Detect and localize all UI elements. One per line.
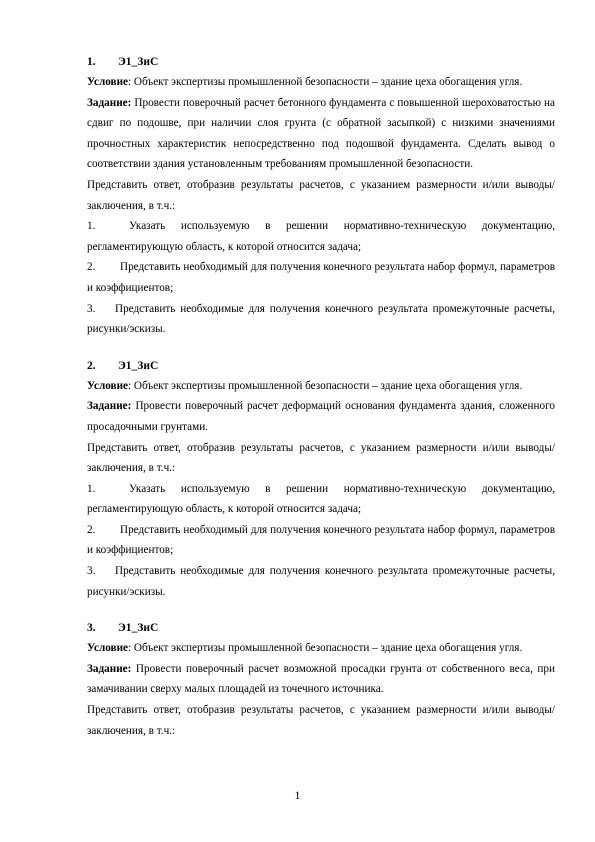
list-item-text: Представить необходимый для получения конечного результата набор формул, параметров и коэффициентов;: [87, 523, 555, 557]
document-page: [87, 52, 555, 757]
condition-text: : Объект экспертизы промышленной безопасности – здание цеха обогащения угля.: [128, 379, 523, 392]
present-paragraph: Представить ответ, отобразив результаты расчетов, с указанием размерности и/или выводы/заключения, в т.ч.:: [87, 178, 555, 212]
list-item-text: Представить необходимые для получения конечного результата промежуточные расчеты, рисунки/эскизы.: [87, 565, 555, 598]
task-paragraph: [87, 396, 555, 437]
task-code: Э1_ЗиС: [118, 622, 159, 635]
task-number: 1.: [87, 56, 96, 68]
task-paragraph: [87, 93, 555, 175]
list-item: [87, 216, 555, 257]
list-item: [87, 520, 555, 561]
list-item: [87, 257, 555, 298]
task-text: Провести поверочный расчет бетонного фундамента с повышенной шероховатостью на сдвиг по подошве, при наличии слоя грунта (с обратной засыпкой) с низкими значениями прочностных характеристик непосредственно под подошвой фундамента. Сделать вывод о соответствии здания установленным требованиям промышленной безопасности.: [87, 96, 555, 171]
list-item-text: Указать используемую в решении нормативно-техническую документацию, регламентирующую область, к которой относится задача;: [87, 482, 555, 516]
list-item: [87, 299, 555, 340]
task-paragraph: [87, 659, 555, 700]
task-text: Провести поверочный расчет возможной просадки грунта от собственного веса, при замачивании сверху малых площадей из точечного источника.: [87, 662, 555, 696]
list-item-number: 2.: [87, 261, 96, 274]
condition-paragraph: [87, 72, 555, 93]
condition-label: Условие: [87, 379, 129, 392]
list-item: [87, 479, 555, 520]
list-item-number: 2.: [87, 523, 96, 536]
task-label: Задание:: [87, 400, 132, 413]
present-paragraph: Представить ответ, отобразив результаты расчетов, с указанием размерности и/или выводы/заключения, в т.ч.:: [87, 441, 555, 475]
condition-paragraph: [87, 376, 555, 397]
task-number: 2.: [87, 359, 96, 372]
list-item-number: 3.: [87, 302, 96, 315]
list-item-text: Представить необходимые для получения конечного результата промежуточные расчеты, рисунки/эскизы.: [87, 302, 555, 336]
condition-label: Условие: [87, 76, 129, 88]
task-code: Э1_ЗиС: [118, 359, 159, 372]
condition-label: Условие: [87, 642, 129, 655]
list-item: [87, 561, 555, 602]
task-code: Э1_ЗиС: [118, 56, 159, 68]
present-paragraph: Представить ответ, отобразив результаты расчетов, с указанием размерности и/или выводы/заключения, в т.ч.:: [87, 704, 555, 737]
task-heading: [87, 618, 555, 638]
task-label: Задание:: [87, 96, 132, 109]
task-heading: [87, 52, 555, 72]
page-number: 1: [294, 790, 301, 802]
task-heading: [87, 356, 555, 376]
list-item-text: Представить необходимый для получения конечного результата набор формул, параметров и коэффициентов;: [87, 261, 555, 294]
list-item-text: Указать используемую в решении нормативно-техническую документацию, регламентирующую область, к которой относится задача;: [87, 220, 555, 253]
list-item-number: 1.: [87, 220, 96, 233]
condition-text: : Объект экспертизы промышленной безопасности – здание цеха обогащения угля.: [128, 76, 523, 88]
task-2: [87, 356, 555, 603]
list-item-number: 1.: [87, 482, 96, 495]
task-number: 3.: [87, 622, 96, 635]
task-3: [87, 618, 555, 741]
task-label: Задание:: [87, 662, 132, 675]
task-text: Провести поверочный расчет деформаций основания фундамента здания, сложенного просадочными грунтами.: [87, 400, 555, 433]
list-item-number: 3.: [87, 565, 96, 578]
condition-paragraph: [87, 638, 555, 659]
task-1: [87, 52, 555, 340]
condition-text: : Объект экспертизы промышленной безопасности – здание цеха обогащения угля.: [128, 642, 523, 655]
